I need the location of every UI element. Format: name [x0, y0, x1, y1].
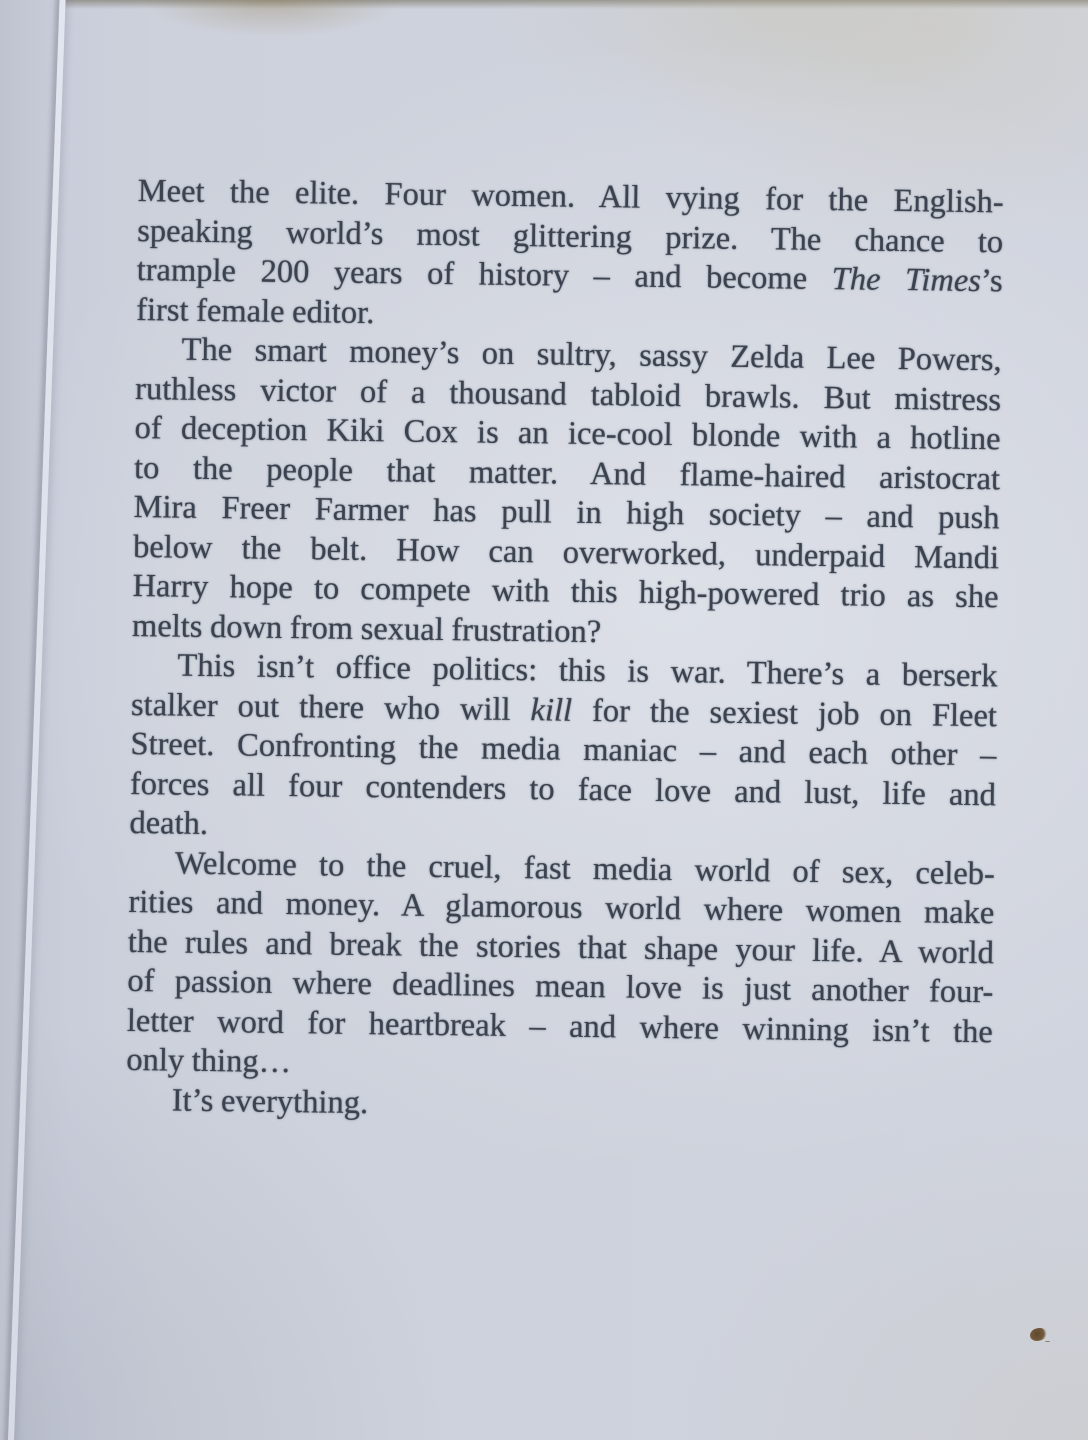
text-segment: trample 200 years of history – and become [136, 251, 832, 298]
text-line: only thing… [126, 1041, 292, 1081]
text-segment: ’s [980, 263, 1003, 300]
paper-speck [1030, 1328, 1047, 1341]
text-line: Harry hope to compete with this high-powered trio as she [132, 567, 999, 616]
text-line: Street. Confronting the media maniac – and each other – [130, 725, 997, 774]
text-segment: for the sexiest job on Fleet [571, 692, 998, 734]
text-line: The smart money’s on sultry, sassy Zelda Lee Powers, [181, 331, 1002, 379]
text-line: ruthless victor of a thousand tabloid brawls. But mistress [134, 370, 1002, 418]
adjacent-page-edge [0, 0, 80, 1440]
book-title-italic: The Times [831, 261, 982, 300]
text-line: speaking world’s most glittering prize. The chance to [136, 212, 1004, 260]
text-line: death. [129, 804, 209, 842]
blurb-paragraph-3 [129, 646, 998, 855]
text-line: the rules and break the stories that shape your life. A world [127, 923, 995, 971]
text-line: first female editor. [135, 291, 375, 331]
text-line: This isn’t office politics: this is war. There’s a berserk [177, 647, 998, 695]
text-line: It’s everything. [171, 1082, 369, 1121]
blurb-paragraph-2 [132, 330, 1002, 657]
text-segment: stalker out there who will [130, 686, 531, 728]
text-line: Mira Freer Farmer has pull in high society – and push [133, 488, 1000, 537]
text-line: melts down from sexual frustration? [131, 607, 602, 650]
text-line: below the belt. How can overworked, underpaid Mandi [132, 528, 1000, 576]
text-line: rities and money. A glamorous world where women make [128, 883, 995, 932]
text-line: forces all four contenders to face love and lust, life and [129, 765, 997, 813]
blurb-text [126, 172, 1004, 1131]
text-line: of deception Kiki Cox is an ice-cool blonde with a hotline [134, 409, 1001, 458]
blurb-paragraph-1 [136, 172, 1004, 341]
text-line: letter word for heartbreak – and where winning isn’t the [126, 1002, 994, 1050]
blurb-paragraph-4 [126, 843, 995, 1091]
text-line: Welcome to the cruel, fast media world of sex, celeb- [174, 845, 996, 892]
text-line: to the people that matter. And flame-haired aristocrat [133, 449, 1001, 497]
text-line: of passion where deadlines mean love is just another four- [127, 962, 994, 1011]
text-line: Meet the elite. Four women. All vying for the English- [137, 172, 1004, 221]
emphasis-italic: kill [530, 691, 573, 729]
